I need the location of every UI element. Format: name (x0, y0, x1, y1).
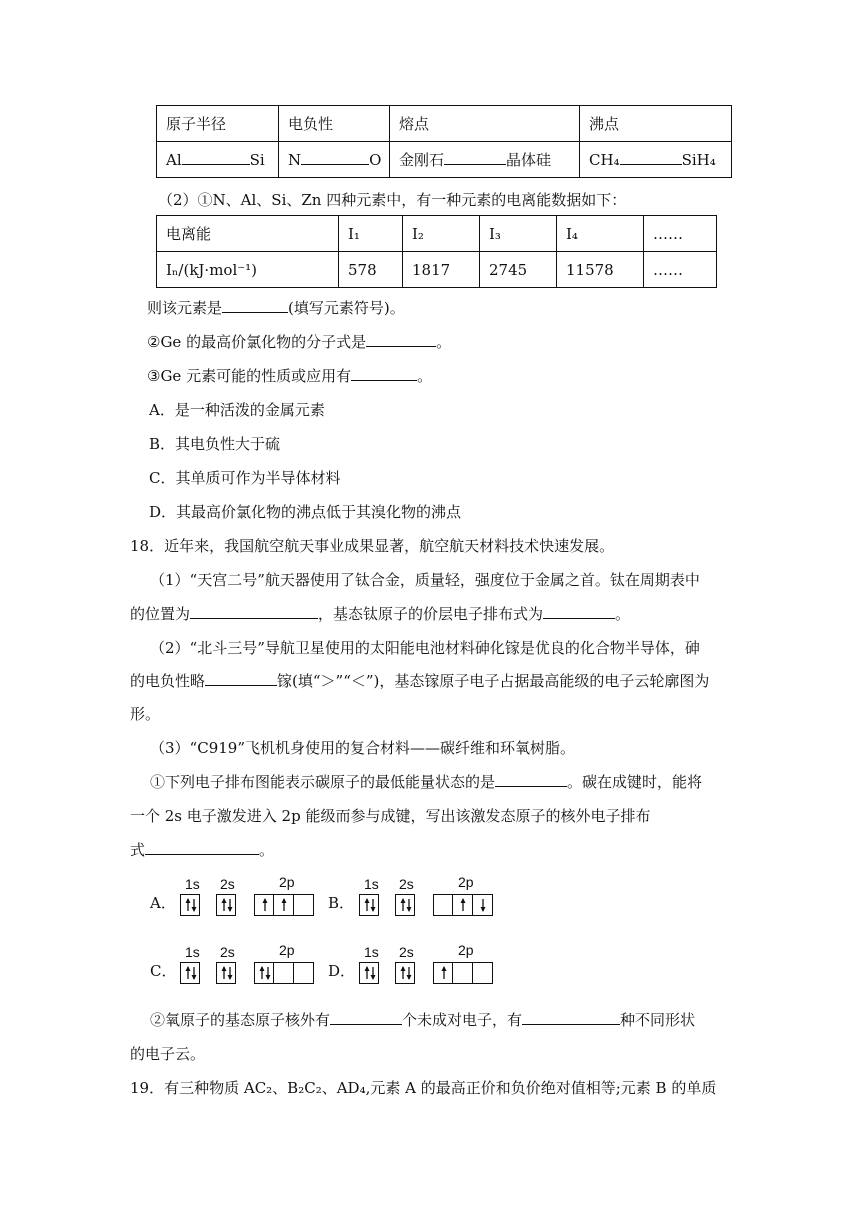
answer-blank[interactable] (222, 311, 288, 313)
q19-title: 19．有三种物质 AC₂、B₂C₂、AD₄,元素 A 的最高正价和负价绝对值相等;元素 B 的单质 (130, 1079, 717, 1097)
q18-p1-line2: 的位置为 ，基态钛原子的价层电子排布式为 。 (130, 605, 631, 623)
orbital-label-1s: 1s (364, 944, 379, 960)
header-melting-point: 熔点 (390, 106, 580, 142)
compare-cell: Al Si (157, 142, 279, 178)
option-b-2p-box (433, 894, 493, 916)
answer-blank[interactable] (145, 853, 259, 855)
ie-value: …… (644, 252, 717, 288)
orbital-label-2s: 2s (220, 876, 235, 892)
q18-p3-line4: 式 。 (130, 841, 275, 859)
orbital-option-d-label[interactable]: D． (328, 962, 356, 980)
q2-then-line: 则该元素是 (填写元素符号)。 (147, 299, 405, 317)
answer-blank[interactable] (366, 345, 436, 347)
ie-header: 电离能 (157, 216, 339, 252)
orbital-label-2s: 2s (220, 944, 235, 960)
orbital-cell (434, 895, 453, 915)
q18-p3-line2: ①下列电子排布图能表示碳原子的最低能量状态的是 。碳在成键时，能将 (150, 773, 703, 791)
header-atomic-radius: 原子半径 (157, 106, 279, 142)
q2-p2-line: ②Ge 的最高价氯化物的分子式是 。 (147, 333, 452, 351)
answer-blank[interactable] (522, 1023, 620, 1025)
option-b-1s-box (359, 894, 379, 916)
ie-col: I₃ (480, 216, 557, 252)
answer-blank[interactable] (330, 1023, 402, 1025)
orbital-option-c-label[interactable]: C． (150, 962, 177, 980)
q18-p4-line2: 的电子云。 (130, 1045, 206, 1063)
orbital-cell (217, 963, 235, 983)
option-a-2s-box (216, 894, 236, 916)
q18-p2-line3: 形。 (130, 705, 161, 723)
orbital-cell (453, 963, 472, 983)
ie-col: I₁ (339, 216, 403, 252)
answer-blank[interactable] (444, 163, 506, 165)
orbital-label-1s: 1s (185, 944, 200, 960)
ie-col: I₄ (557, 216, 644, 252)
ie-unit-label: Iₙ/(kJ·mol⁻¹) (157, 252, 339, 288)
ie-value: 1817 (403, 252, 480, 288)
q18-p2-line1: （2）“北斗三号”导航卫星使用的太阳能电池材料砷化镓是优良的化合物半导体，砷 (150, 639, 700, 657)
option-b[interactable]: B．其电负性大于硫 (149, 435, 281, 453)
ie-value: 2745 (480, 252, 557, 288)
orbital-cell (255, 963, 274, 983)
answer-blank[interactable] (495, 785, 567, 787)
orbital-label-2p: 2p (279, 874, 295, 890)
option-a-2p-box (254, 894, 314, 916)
orbital-cell (473, 963, 492, 983)
answer-blank[interactable] (351, 379, 417, 381)
orbital-cell (274, 963, 293, 983)
property-comparison-table (156, 105, 732, 178)
orbital-cell (255, 895, 274, 915)
option-d-1s-box (359, 962, 379, 984)
orbital-cell (453, 895, 472, 915)
ie-col: …… (644, 216, 717, 252)
orbital-cell (473, 895, 492, 915)
q2-intro: （2）①N、Al、Si、Zn 四种元素中，有一种元素的电离能数据如下： (158, 191, 627, 209)
answer-blank[interactable] (190, 617, 318, 619)
q18-p4-line1: ②氧原子的基态原子核外有 个未成对电子，有 种不同形状 (150, 1011, 696, 1029)
orbital-label-2s: 2s (399, 876, 414, 892)
ionization-energy-table (156, 215, 717, 288)
option-d-2s-box (395, 962, 415, 984)
ie-col: I₂ (403, 216, 480, 252)
option-c-2p-box (254, 962, 314, 984)
orbital-cell (396, 963, 414, 983)
orbital-label-2p: 2p (458, 874, 474, 890)
orbital-cell (181, 895, 199, 915)
q2-p3-line: ③Ge 元素可能的性质或应用有 。 (147, 367, 433, 385)
orbital-label-1s: 1s (364, 876, 379, 892)
orbital-label-2p: 2p (458, 942, 474, 958)
option-d-2p-box (433, 962, 493, 984)
ie-value: 578 (339, 252, 403, 288)
q18-p2-line2: 的电负性略 镓(填“＞”“＜”)，基态镓原子电子占据最高能级的电子云轮廓图为 (130, 672, 710, 690)
orbital-option-b-label[interactable]: B． (328, 894, 355, 912)
orbital-cell (217, 895, 235, 915)
q18-p3-line1: （3）“C919”飞机机身使用的复合材料——碳纤维和环氧树脂。 (150, 739, 575, 757)
header-boiling-point: 沸点 (580, 106, 732, 142)
answer-blank[interactable] (543, 617, 615, 619)
option-d[interactable]: D．其最高价氯化物的沸点低于其溴化物的沸点 (149, 503, 462, 521)
q18-title: 18．近年来，我国航空航天事业成果显著，航空航天材料技术快速发展。 (130, 537, 615, 555)
option-b-2s-box (395, 894, 415, 916)
option-a-1s-box (180, 894, 200, 916)
orbital-label-1s: 1s (185, 876, 200, 892)
orbital-cell (434, 963, 453, 983)
q18-p3-line3: 一个 2s 电子激发进入 2p 能级而参与成键，写出该激发态原子的核外电子排布 (130, 807, 651, 825)
answer-blank[interactable] (301, 163, 369, 165)
option-c-2s-box (216, 962, 236, 984)
answer-blank[interactable] (205, 684, 277, 686)
orbital-cell (294, 895, 313, 915)
header-electronegativity: 电负性 (279, 106, 390, 142)
orbital-cell (274, 895, 293, 915)
orbital-cell (294, 963, 313, 983)
compare-cell: CH₄ SiH₄ (580, 142, 732, 178)
ie-value: 11578 (557, 252, 644, 288)
orbital-option-a-label[interactable]: A． (150, 894, 176, 912)
option-c[interactable]: C．其单质可作为半导体材料 (149, 469, 341, 487)
orbital-label-2p: 2p (279, 942, 295, 958)
orbital-cell (181, 963, 199, 983)
answer-blank[interactable] (620, 163, 682, 165)
orbital-cell (360, 963, 378, 983)
answer-blank[interactable] (182, 163, 250, 165)
compare-cell: N O (279, 142, 390, 178)
orbital-cell (360, 895, 378, 915)
option-a[interactable]: A．是一种活泼的金属元素 (149, 401, 325, 419)
orbital-cell (396, 895, 414, 915)
compare-cell: 金刚石 晶体硅 (390, 142, 580, 178)
q18-p1-line1: （1）“天宫二号”航天器使用了钛合金，质量轻，强度位于金属之首。钛在周期表中 (150, 571, 700, 589)
orbital-label-2s: 2s (399, 944, 414, 960)
option-c-1s-box (180, 962, 200, 984)
